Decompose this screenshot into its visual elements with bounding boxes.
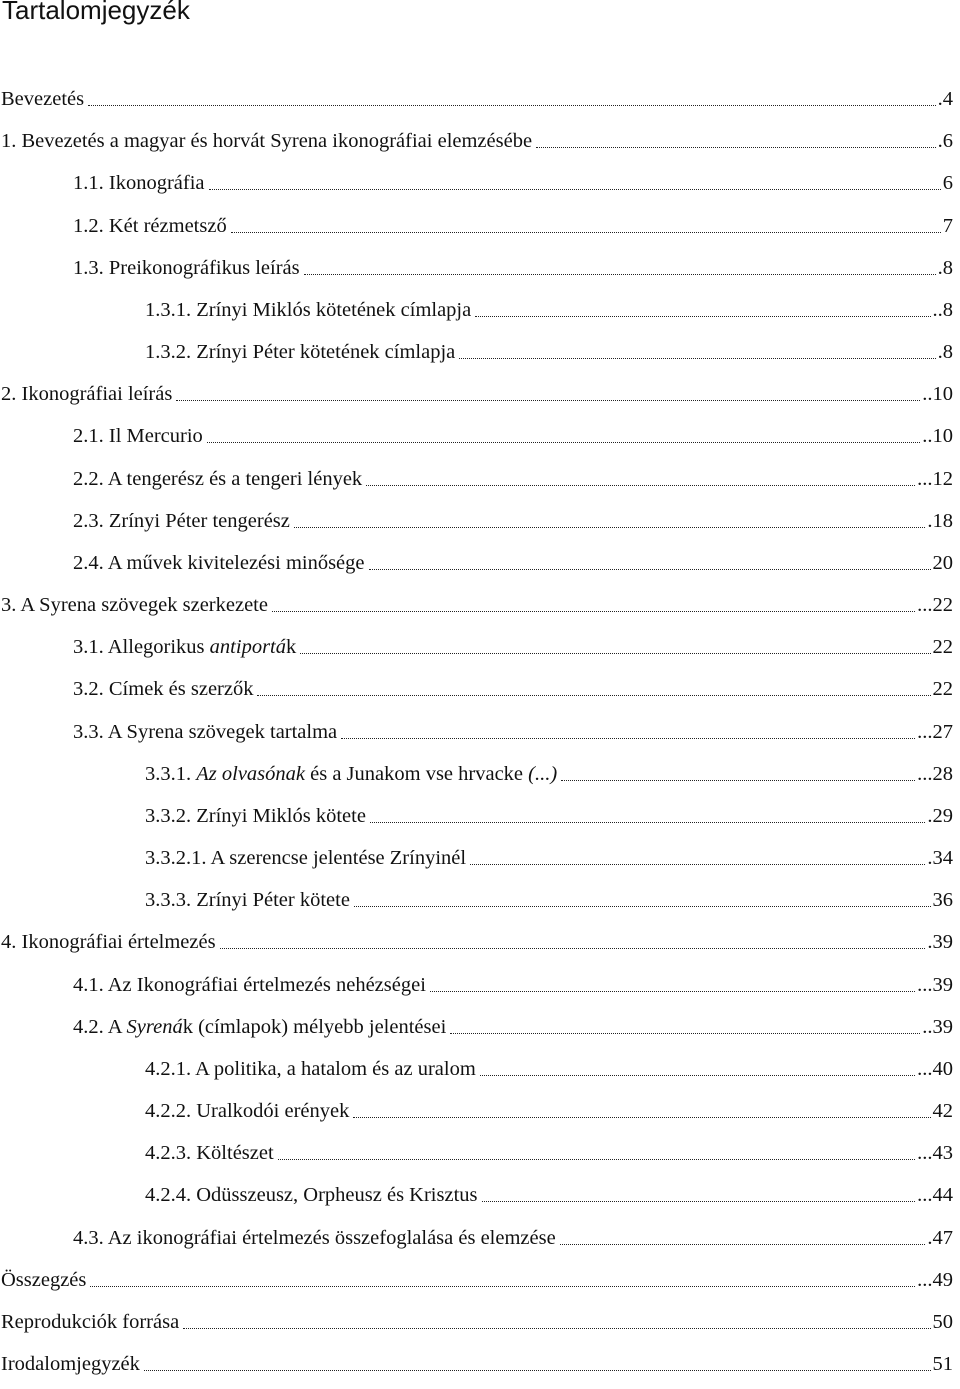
- toc-page-number: [917, 1141, 953, 1165]
- toc-page-number: [917, 720, 953, 744]
- toc-entry-title-part: 4.2.4. Odüsszeusz, Orpheusz és Krisztus: [145, 1184, 478, 1207]
- page-number-dots: ...: [917, 1268, 933, 1291]
- page-number-value: 20: [932, 551, 953, 574]
- toc-entry-title-part: 2.2. A tengerész és a tengeri lények: [73, 467, 363, 490]
- toc-page-number: [917, 1057, 953, 1081]
- page-title: Tartalomjegyzék: [2, 0, 190, 25]
- toc-entry-title-part: 4.2.1. A politika, a hatalom és az uralom: [145, 1057, 476, 1080]
- toc-page-number: [943, 171, 953, 195]
- page-number-value: 43: [932, 1142, 953, 1165]
- page-number-dots: ...: [917, 762, 933, 785]
- page-number-dots: .: [937, 341, 943, 364]
- page-number-dots: ..: [922, 425, 933, 448]
- toc-entry[interactable]: [145, 1093, 953, 1123]
- toc-page-number: [943, 214, 953, 238]
- toc-entry-title: [73, 551, 365, 575]
- toc-entry-title: [73, 424, 203, 448]
- toc-entry-title: [1, 930, 216, 954]
- toc-entry[interactable]: [73, 1009, 953, 1039]
- toc-page-number: [933, 677, 954, 701]
- toc-page-number: [917, 1268, 953, 1292]
- toc-entry[interactable]: [73, 967, 953, 997]
- toc-entry-title: [73, 973, 426, 997]
- dot-leader: [561, 779, 915, 781]
- page-number-value: 44: [932, 1184, 953, 1207]
- dot-leader: [300, 652, 930, 654]
- toc-entry-title: [73, 467, 362, 491]
- dot-leader: [482, 1200, 916, 1202]
- dot-leader: [144, 1369, 931, 1371]
- toc-entry[interactable]: [73, 1220, 953, 1250]
- toc-entry[interactable]: [73, 545, 953, 575]
- toc-page-number: [922, 1015, 953, 1039]
- toc-entry[interactable]: [1, 1346, 953, 1376]
- toc-entry-title-part: 2.4. A művek kivitelezési minősége: [73, 551, 365, 574]
- page-number-value: 7: [942, 214, 953, 237]
- toc-page-number: [927, 1226, 953, 1250]
- toc-entry[interactable]: [145, 798, 953, 828]
- toc-entry-title: [145, 804, 366, 828]
- toc-entry-title: [73, 171, 205, 195]
- page-number-value: 10: [932, 425, 953, 448]
- dot-leader: [370, 821, 925, 823]
- dot-leader: [560, 1243, 926, 1245]
- dot-leader: [220, 947, 926, 949]
- toc-page-number: [917, 762, 953, 786]
- toc-entry-title: [145, 298, 471, 322]
- toc-entry[interactable]: [1, 123, 953, 153]
- page-number-dots: .: [927, 1226, 933, 1249]
- toc-entry-title-part: 4.2.3. Költészet: [145, 1142, 274, 1165]
- toc-entry-title: [73, 256, 300, 280]
- dot-leader: [176, 399, 920, 401]
- dot-leader: [209, 188, 941, 190]
- page-number-value: 18: [932, 509, 953, 532]
- page-number-value: 40: [932, 1057, 953, 1080]
- dot-leader: [278, 1158, 915, 1160]
- page-number-value: 39: [932, 973, 953, 996]
- toc-entry[interactable]: [1, 81, 953, 111]
- toc-entry-title: [145, 762, 557, 786]
- toc-entry-title: [73, 1226, 556, 1250]
- page-number-value: 34: [932, 847, 953, 870]
- page-number-value: 39: [932, 931, 953, 954]
- toc-entry-title-part: Reprodukciók forrása: [1, 1310, 180, 1333]
- toc-entry[interactable]: [145, 1135, 953, 1165]
- page-number-dots: .: [937, 256, 943, 279]
- toc-entry-title-part: 3. A Syrena szövegek szerkezete: [1, 594, 268, 617]
- page-number-value: 49: [932, 1268, 953, 1291]
- toc-entry-title-part: Irodalomjegyzék: [1, 1353, 140, 1376]
- toc-page-number: [922, 424, 953, 448]
- page-number-value: 27: [932, 720, 953, 743]
- page-number-dots: ...: [917, 1184, 933, 1207]
- dot-leader: [304, 273, 936, 275]
- toc-entry-title-part: 1. Bevezetés a magyar és horvát Syrena ikonográfiai elemzésébe: [1, 130, 533, 153]
- toc-entry[interactable]: [145, 334, 953, 364]
- toc-page-number: [917, 1183, 953, 1207]
- toc-entry[interactable]: [73, 671, 953, 701]
- toc-entry-title-part: 4.2.2. Uralkodói erények: [145, 1100, 350, 1123]
- dot-leader: [257, 694, 930, 696]
- toc-entry-title-part: 4.1. Az Ikonográfiai értelmezés nehézségei: [73, 973, 426, 996]
- toc-page-number: [917, 593, 953, 617]
- page-number-value: 51: [932, 1353, 953, 1376]
- dot-leader: [341, 737, 915, 739]
- toc-page-number: [938, 87, 953, 111]
- page-number-value: 50: [932, 1310, 953, 1333]
- dot-leader: [88, 104, 936, 106]
- toc-page-number: [938, 340, 953, 364]
- page-number-dots: .: [937, 130, 943, 153]
- toc-entry[interactable]: [145, 292, 953, 322]
- page-number-dots: ...: [917, 1142, 933, 1165]
- toc-page-number: [933, 298, 954, 322]
- page-number-dots: .: [927, 509, 933, 532]
- toc-entry[interactable]: [73, 418, 953, 448]
- dot-leader: [470, 863, 925, 865]
- dot-leader: [353, 1116, 930, 1118]
- toc-entry[interactable]: [73, 503, 953, 533]
- toc-entry-title-part: 3.3.2.1. A szerencse jelentése Zrínyinél: [145, 847, 467, 870]
- page-number-value: 39: [932, 1015, 953, 1038]
- toc-entry[interactable]: [1, 587, 953, 617]
- toc-entry-title-part: Bevezetés: [1, 88, 85, 110]
- page-number-dots: ..: [922, 1015, 933, 1038]
- page-number-value: 6: [942, 172, 953, 195]
- toc-page-number: [927, 509, 953, 533]
- page-number-value: 8: [942, 298, 953, 321]
- page-number-dots: .: [927, 931, 933, 954]
- toc-page-number: [927, 804, 953, 828]
- toc-entry-title: [145, 1141, 274, 1165]
- toc-page-number: [917, 973, 953, 997]
- dot-leader: [207, 441, 920, 443]
- toc-entry-title-part: (...): [528, 762, 558, 785]
- toc-entry-title-part: Összegzés: [1, 1268, 87, 1291]
- toc-entry-title: [1, 87, 84, 111]
- toc-entry[interactable]: [145, 840, 953, 870]
- toc-entry-title: [145, 1057, 476, 1081]
- toc-entry-title: [1, 382, 172, 406]
- toc-entry[interactable]: [145, 756, 953, 786]
- dot-leader: [294, 526, 925, 528]
- toc-entry-title: [73, 509, 290, 533]
- toc-page-number: [917, 467, 953, 491]
- toc-entry-title: [73, 1015, 446, 1039]
- toc-entry-title-part: 1.2. Két rézmetsző: [73, 214, 227, 237]
- toc-entry-title-part: 3.3. A Syrena szövegek tartalma: [73, 720, 338, 743]
- dot-leader: [354, 905, 931, 907]
- toc-page-number: [933, 551, 954, 575]
- page-number-value: 12: [932, 467, 953, 490]
- toc-page-number: [933, 1310, 954, 1334]
- page-number-value: 22: [932, 594, 953, 617]
- toc-entry-title: [73, 635, 296, 659]
- dot-leader: [475, 315, 930, 317]
- toc-page-number: [927, 846, 953, 870]
- toc-entry[interactable]: [1, 1304, 953, 1334]
- toc-page-number: [938, 129, 953, 153]
- toc-entry-title-part: 1.3.2. Zrínyi Péter kötetének címlapja: [145, 341, 456, 364]
- toc-entry-title-part: 3.2. Címek és szerzők: [73, 678, 254, 701]
- toc-entry[interactable]: [1, 924, 953, 954]
- toc-page-number: [922, 382, 953, 406]
- toc-entry[interactable]: [73, 461, 953, 491]
- page-number-dots: ...: [917, 594, 933, 617]
- toc-entry-title: [1, 1352, 140, 1376]
- toc-entry[interactable]: [145, 1177, 953, 1207]
- dot-leader: [272, 610, 915, 612]
- page-number-dots: ...: [917, 973, 933, 996]
- page-number-value: 22: [932, 678, 953, 701]
- page-number-value: 22: [932, 636, 953, 659]
- toc-entry[interactable]: [145, 882, 953, 912]
- toc-entry-title: [145, 1183, 478, 1207]
- toc-entry-title-part: 3.3.3. Zrínyi Péter kötete: [145, 889, 350, 912]
- toc-entry-title-part: 3.3.1.: [145, 762, 197, 785]
- toc-entry[interactable]: [1, 1262, 953, 1292]
- toc-entry-title-part: 2.3. Zrínyi Péter tengerész: [73, 509, 290, 532]
- toc-entry-title-part: k: [286, 636, 297, 659]
- dot-leader: [450, 1032, 920, 1034]
- toc-entry-title: [145, 340, 455, 364]
- toc-entry-title: [1, 1310, 179, 1334]
- dot-leader: [430, 990, 915, 992]
- page-number-value: 28: [932, 762, 953, 785]
- toc-entry-title: [145, 846, 466, 870]
- page-number-value: 10: [932, 383, 953, 406]
- page-number-dots: .: [927, 804, 933, 827]
- page-number-value: 6: [942, 130, 953, 153]
- dot-leader: [480, 1074, 915, 1076]
- dot-leader: [90, 1285, 915, 1287]
- toc-entry-title-part: 3.3.2. Zrínyi Miklós kötete: [145, 804, 366, 827]
- toc-entry-title-part: 4.2. A: [73, 1015, 127, 1038]
- toc-entry-title: [145, 1099, 349, 1123]
- toc-entry[interactable]: [73, 165, 953, 195]
- toc-entry-title: [1, 593, 268, 617]
- toc-entry-title: [1, 1268, 86, 1292]
- toc-entry-title-part: 1.3. Preikonográfikus leírás: [73, 256, 300, 279]
- page-number-value: 4: [942, 88, 953, 110]
- toc-entry-title-part: Az olvasónak: [196, 762, 305, 785]
- toc-entry-title-part: és a Junakom vse hrvacke: [305, 762, 529, 785]
- toc-entry[interactable]: [73, 250, 953, 280]
- toc-page-number: [933, 888, 954, 912]
- page-number-value: 47: [932, 1226, 953, 1249]
- page-number-dots: ...: [917, 1057, 933, 1080]
- toc-entry[interactable]: [73, 714, 953, 744]
- page-number-dots: .: [927, 847, 933, 870]
- toc-entry-title-part: 1.3.1. Zrínyi Miklós kötetének címlapja: [145, 298, 472, 321]
- page-number-value: 29: [932, 804, 953, 827]
- toc-entry[interactable]: [145, 1051, 953, 1081]
- toc-entry[interactable]: [73, 629, 953, 659]
- page-number-dots: ...: [917, 720, 933, 743]
- page-number-dots: ..: [932, 298, 943, 321]
- page-number-value: 8: [942, 341, 953, 364]
- toc-entry-title-part: 2.1. Il Mercurio: [73, 425, 203, 448]
- toc-entry-title-part: 2. Ikonográfiai leírás: [1, 383, 173, 406]
- page-number-dots: ...: [917, 467, 933, 490]
- toc-entry-title-part: antiportá: [209, 636, 286, 659]
- toc-page-number: [927, 930, 953, 954]
- toc-entry-title-part: Syrená: [126, 1015, 183, 1038]
- toc-entry-title-part: 4. Ikonográfiai értelmezés: [1, 931, 216, 954]
- toc-entry-title: [73, 677, 253, 701]
- toc-entry-title: [1, 129, 532, 153]
- toc-entry[interactable]: [1, 376, 953, 406]
- dot-leader: [536, 146, 936, 148]
- dot-leader: [366, 484, 915, 486]
- page-number-value: 36: [932, 889, 953, 912]
- toc-page-number: [933, 1099, 954, 1123]
- toc-entry-title-part: 1.1. Ikonográfia: [73, 172, 205, 195]
- toc-page-number: [933, 635, 954, 659]
- dot-leader: [369, 568, 931, 570]
- dot-leader: [459, 357, 935, 359]
- toc-entry-title: [73, 720, 337, 744]
- toc-entry-title-part: k (címlapok) mélyebb jelentései: [182, 1015, 447, 1038]
- toc-entry-title: [73, 214, 227, 238]
- dot-leader: [183, 1327, 930, 1329]
- page-number-value: 42: [932, 1100, 953, 1123]
- toc-entry-title-part: 3.1. Allegorikus: [73, 636, 210, 659]
- toc-page-number: [938, 256, 953, 280]
- toc-entry-title: [145, 888, 350, 912]
- dot-leader: [231, 231, 941, 233]
- toc-entry-title-part: 4.3. Az ikonográfiai értelmezés összefoglalása és elemzése: [73, 1226, 556, 1249]
- toc-entry[interactable]: [73, 208, 953, 238]
- toc-page-number: [933, 1352, 954, 1376]
- page-number-dots: ..: [922, 383, 933, 406]
- page-number-value: 8: [942, 256, 953, 279]
- page-number-dots: .: [937, 88, 943, 110]
